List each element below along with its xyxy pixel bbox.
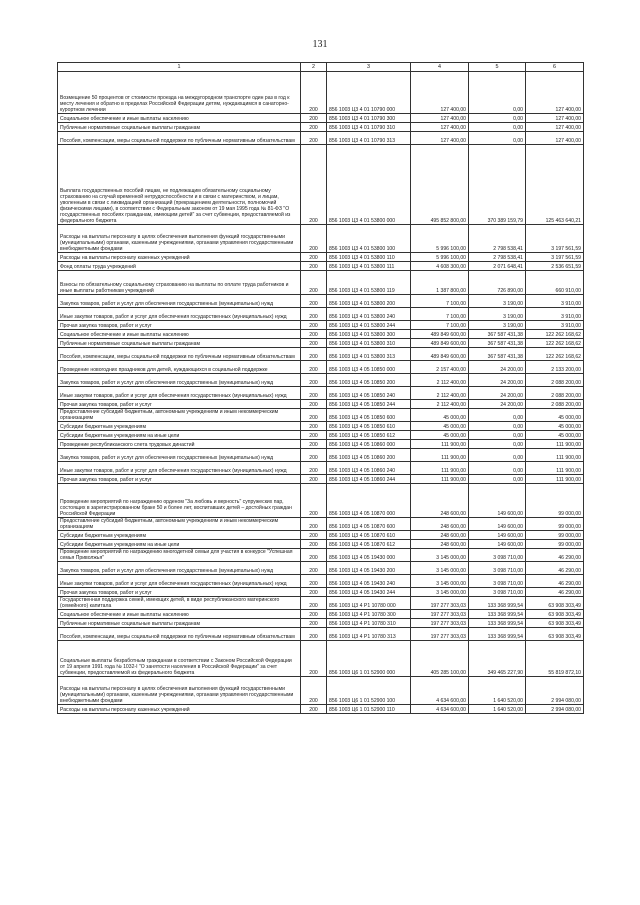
row-remaining-amount: 46 290,00 xyxy=(526,549,584,562)
row-ved-code: 200 xyxy=(301,145,327,225)
row-ved-code: 200 xyxy=(301,253,327,262)
table-row xyxy=(58,449,584,462)
row-budget-code: 856 1003 Ц3 4 05 10870 612 xyxy=(327,540,411,549)
row-description: Прочая закупка товаров, работ и услуг xyxy=(58,475,301,484)
row-ved-code: 200 xyxy=(301,562,327,575)
row-remaining-amount: 99 000,00 xyxy=(526,531,584,540)
row-executed-amount: 24 200,00 xyxy=(469,387,526,400)
row-budget-code: 856 1003 Ц6 1 01 52900 100 xyxy=(327,677,411,705)
table-row xyxy=(58,387,584,400)
row-description: Закупка товаров, работ и услуг для обеспечения государственных (муниципальных) нужд xyxy=(58,295,301,308)
row-description: Предоставление субсидий бюджетным, автономным учреждениям и иным некоммерческим организациям xyxy=(58,518,301,531)
row-description: Прочая закупка товаров, работ и услуг xyxy=(58,321,301,330)
row-remaining-amount: 63 908 303,49 xyxy=(526,610,584,619)
row-approved-amount: 248 600,00 xyxy=(411,540,469,549)
row-approved-amount: 495 852 800,00 xyxy=(411,145,469,225)
table-row xyxy=(58,431,584,440)
row-approved-amount: 3 145 000,00 xyxy=(411,562,469,575)
row-approved-amount: 45 000,00 xyxy=(411,431,469,440)
budget-table xyxy=(57,62,584,714)
row-budget-code: 856 1003 Ц3 4 05 10850 600 xyxy=(327,409,411,422)
row-remaining-amount: 111 900,00 xyxy=(526,440,584,449)
table-row xyxy=(58,132,584,145)
row-approved-amount: 5 996 100,00 xyxy=(411,253,469,262)
row-description: Иные закупки товаров, работ и услуг для обеспечения государственных (муниципальных) нужд xyxy=(58,575,301,588)
row-ved-code: 200 xyxy=(301,531,327,540)
column-header: 5 xyxy=(469,63,526,72)
row-budget-code: 856 1003 Ц3 4 05 10870 600 xyxy=(327,518,411,531)
row-executed-amount: 2 798 538,41 xyxy=(469,225,526,253)
row-approved-amount: 2 112 400,00 xyxy=(411,374,469,387)
row-description: Субсидии бюджетным учреждениям на иные цели xyxy=(58,431,301,440)
row-approved-amount: 45 000,00 xyxy=(411,422,469,431)
row-ved-code: 200 xyxy=(301,271,327,295)
table-row xyxy=(58,114,584,123)
row-executed-amount: 0,00 xyxy=(469,431,526,440)
row-ved-code: 200 xyxy=(301,549,327,562)
column-header: 6 xyxy=(526,63,584,72)
row-executed-amount: 0,00 xyxy=(469,462,526,475)
row-description: Иные закупки товаров, работ и услуг для обеспечения государственных (муниципальных) нужд xyxy=(58,387,301,400)
row-remaining-amount: 127 400,00 xyxy=(526,132,584,145)
row-remaining-amount: 111 900,00 xyxy=(526,475,584,484)
row-description: Социальное обеспечение и иные выплаты населению xyxy=(58,330,301,339)
row-remaining-amount: 46 290,00 xyxy=(526,562,584,575)
row-approved-amount: 7 100,00 xyxy=(411,321,469,330)
row-approved-amount: 2 112 400,00 xyxy=(411,387,469,400)
row-approved-amount: 248 600,00 xyxy=(411,518,469,531)
table-row xyxy=(58,518,584,531)
row-approved-amount: 5 996 100,00 xyxy=(411,225,469,253)
row-executed-amount: 367 587 431,38 xyxy=(469,348,526,361)
row-executed-amount: 3 098 710,00 xyxy=(469,575,526,588)
row-approved-amount: 4 608 300,00 xyxy=(411,262,469,271)
row-description: Предоставление субсидий бюджетным, автономным учреждениям и иным некоммерческим организациям xyxy=(58,409,301,422)
row-budget-code: 856 1003 Ц3 4 05 10860 200 xyxy=(327,449,411,462)
row-approved-amount: 489 849 600,00 xyxy=(411,348,469,361)
row-executed-amount: 370 389 159,79 xyxy=(469,145,526,225)
row-description: Закупка товаров, работ и услуг для обеспечения государственных (муниципальных) нужд xyxy=(58,449,301,462)
row-ved-code: 200 xyxy=(301,610,327,619)
table-row xyxy=(58,339,584,348)
row-approved-amount: 7 100,00 xyxy=(411,308,469,321)
row-budget-code: 856 1003 Ц3 4 Р1 10780 313 xyxy=(327,628,411,641)
row-approved-amount: 127 400,00 xyxy=(411,132,469,145)
row-executed-amount: 2 071 648,41 xyxy=(469,262,526,271)
row-description: Проведение республиканского слета трудовых династий xyxy=(58,440,301,449)
row-remaining-amount: 2 994 080,00 xyxy=(526,677,584,705)
row-approved-amount: 45 000,00 xyxy=(411,409,469,422)
row-description: Пособия, компенсации, меры социальной поддержки по публичным нормативным обязательствам xyxy=(58,628,301,641)
row-approved-amount: 111 900,00 xyxy=(411,449,469,462)
row-ved-code: 200 xyxy=(301,641,327,677)
row-budget-code: 856 1003 Ц3 4 Р1 10780 310 xyxy=(327,619,411,628)
table-row xyxy=(58,462,584,475)
table-row xyxy=(58,262,584,271)
row-remaining-amount: 127 400,00 xyxy=(526,114,584,123)
table-row xyxy=(58,619,584,628)
row-ved-code: 200 xyxy=(301,262,327,271)
row-budget-code: 856 1003 Ц3 4 05 10870 610 xyxy=(327,531,411,540)
table-row xyxy=(58,271,584,295)
row-remaining-amount: 63 908 303,49 xyxy=(526,597,584,610)
row-description: Иные закупки товаров, работ и услуг для обеспечения государственных (муниципальных) нужд xyxy=(58,308,301,321)
row-executed-amount: 149 600,00 xyxy=(469,484,526,518)
row-description: Социальное обеспечение и иные выплаты населению xyxy=(58,114,301,123)
table-row xyxy=(58,400,584,409)
row-executed-amount: 24 200,00 xyxy=(469,374,526,387)
row-approved-amount: 4 634 600,00 xyxy=(411,677,469,705)
row-remaining-amount: 3 197 561,59 xyxy=(526,253,584,262)
row-description: Пособия, компенсации, меры социальной поддержки по публичным нормативным обязательствам xyxy=(58,348,301,361)
row-remaining-amount: 63 908 303,49 xyxy=(526,619,584,628)
row-remaining-amount: 127 400,00 xyxy=(526,72,584,114)
row-ved-code: 200 xyxy=(301,619,327,628)
row-description: Публичные нормативные социальные выплаты гражданам xyxy=(58,339,301,348)
row-ved-code: 200 xyxy=(301,114,327,123)
table-row xyxy=(58,440,584,449)
table-row xyxy=(58,597,584,610)
row-remaining-amount: 2 994 080,00 xyxy=(526,705,584,714)
column-header: 2 xyxy=(301,63,327,72)
row-remaining-amount: 45 000,00 xyxy=(526,422,584,431)
row-ved-code: 200 xyxy=(301,295,327,308)
row-remaining-amount: 122 262 168,62 xyxy=(526,348,584,361)
row-budget-code: 856 1003 Ц3 4 01 53800 100 xyxy=(327,225,411,253)
row-description: Выплата государственных пособий лицам, не подлежащим обязательному социальному страхованию на случай временной нетрудоспособности и в связи с материнством, и лицам, уволенным в связи с ликвидацией организаций (прекращением деятельности, полномочий физическими лицами), в соответствии с Федеральным законом от 19 мая 1995 года № 81-ФЗ "О государственных пособиях гражданам, имеющим детей" за счет субвенции, предоставляемой из федерального бюджета xyxy=(58,145,301,225)
row-ved-code: 200 xyxy=(301,588,327,597)
table-row xyxy=(58,628,584,641)
row-description: Социальное обеспечение и иные выплаты населению xyxy=(58,610,301,619)
row-executed-amount: 349 465 227,90 xyxy=(469,641,526,677)
row-description: Социальные выплаты безработным гражданам в соответствии с Законом Российской Федерации от 19 апреля 1991 года № 1032-I "О занятости населения в Российской Федерации" за счет субвенции, предоставляемой из федерального бюджета xyxy=(58,641,301,677)
table-row xyxy=(58,308,584,321)
row-budget-code: 856 1003 Ц3 4 01 53800 119 xyxy=(327,271,411,295)
row-executed-amount: 3 098 710,00 xyxy=(469,562,526,575)
row-approved-amount: 3 145 000,00 xyxy=(411,588,469,597)
row-ved-code: 200 xyxy=(301,475,327,484)
row-description: Фонд оплаты труда учреждений xyxy=(58,262,301,271)
row-remaining-amount: 2 536 651,59 xyxy=(526,262,584,271)
row-executed-amount: 367 587 431,38 xyxy=(469,330,526,339)
row-executed-amount: 726 890,00 xyxy=(469,271,526,295)
table-row xyxy=(58,374,584,387)
row-approved-amount: 197 277 303,03 xyxy=(411,610,469,619)
row-executed-amount: 133 368 999,54 xyxy=(469,619,526,628)
row-description: Государственная поддержка семей, имеющих детей, в виде республиканского материнского (семейного) капитала xyxy=(58,597,301,610)
row-executed-amount: 0,00 xyxy=(469,72,526,114)
table-row xyxy=(58,588,584,597)
row-remaining-amount: 122 262 168,62 xyxy=(526,330,584,339)
row-budget-code: 856 1003 Ц3 4 05 10850 244 xyxy=(327,400,411,409)
table-row xyxy=(58,225,584,253)
row-approved-amount: 197 277 303,03 xyxy=(411,628,469,641)
row-ved-code: 200 xyxy=(301,374,327,387)
row-budget-code: 856 1003 Ц3 4 01 53800 111 xyxy=(327,262,411,271)
row-ved-code: 200 xyxy=(301,449,327,462)
row-budget-code: 856 1003 Ц3 4 01 53800 310 xyxy=(327,339,411,348)
row-remaining-amount: 2 088 200,00 xyxy=(526,387,584,400)
row-remaining-amount: 3 910,00 xyxy=(526,321,584,330)
row-executed-amount: 2 798 538,41 xyxy=(469,253,526,262)
row-budget-code: 856 1003 Ц3 4 05 10850 610 xyxy=(327,422,411,431)
row-approved-amount: 7 100,00 xyxy=(411,295,469,308)
row-approved-amount: 111 900,00 xyxy=(411,440,469,449)
row-ved-code: 200 xyxy=(301,361,327,374)
row-approved-amount: 489 849 600,00 xyxy=(411,339,469,348)
table-row xyxy=(58,540,584,549)
row-approved-amount: 3 145 000,00 xyxy=(411,575,469,588)
table-row xyxy=(58,409,584,422)
row-approved-amount: 127 400,00 xyxy=(411,114,469,123)
row-description: Закупка товаров, работ и услуг для обеспечения государственных (муниципальных) нужд xyxy=(58,562,301,575)
row-remaining-amount: 2 088 200,00 xyxy=(526,400,584,409)
row-description: Проведение новогодних праздников для детей, нуждающихся в социальной поддержке xyxy=(58,361,301,374)
row-ved-code: 200 xyxy=(301,484,327,518)
table-row xyxy=(58,641,584,677)
row-executed-amount: 0,00 xyxy=(469,475,526,484)
row-description: Расходы на выплаты персоналу в целях обеспечения выполнения функций государственными (муниципальными) органами, казенными учреждениями, органами управления государственными внебюджетными фондами xyxy=(58,677,301,705)
table-row xyxy=(58,484,584,518)
column-number-row xyxy=(58,63,584,72)
row-remaining-amount: 3 910,00 xyxy=(526,308,584,321)
row-ved-code: 200 xyxy=(301,677,327,705)
row-executed-amount: 0,00 xyxy=(469,440,526,449)
row-description: Расходы на выплаты персоналу казенных учреждений xyxy=(58,705,301,714)
row-budget-code: 856 1003 Ц3 4 05 10850 612 xyxy=(327,431,411,440)
row-remaining-amount: 660 910,00 xyxy=(526,271,584,295)
row-executed-amount: 3 098 710,00 xyxy=(469,588,526,597)
table-row xyxy=(58,253,584,262)
row-ved-code: 200 xyxy=(301,387,327,400)
row-executed-amount: 133 368 999,54 xyxy=(469,597,526,610)
table-row xyxy=(58,677,584,705)
row-executed-amount: 3 190,00 xyxy=(469,308,526,321)
row-ved-code: 200 xyxy=(301,339,327,348)
row-description: Прочая закупка товаров, работ и услуг xyxy=(58,588,301,597)
row-description: Закупка товаров, работ и услуг для обеспечения государственных (муниципальных) нужд xyxy=(58,374,301,387)
row-budget-code: 856 1003 Ц6 1 01 52900 110 xyxy=(327,705,411,714)
row-ved-code: 200 xyxy=(301,422,327,431)
row-approved-amount: 2 157 400,00 xyxy=(411,361,469,374)
row-remaining-amount: 2 133 200,00 xyxy=(526,361,584,374)
row-approved-amount: 111 900,00 xyxy=(411,475,469,484)
table-row xyxy=(58,475,584,484)
table-row xyxy=(58,562,584,575)
column-header: 4 xyxy=(411,63,469,72)
row-executed-amount: 3 190,00 xyxy=(469,321,526,330)
table-row xyxy=(58,330,584,339)
row-budget-code: 856 1003 Ц3 4 01 10790 313 xyxy=(327,132,411,145)
row-budget-code: 856 1003 Ц3 4 05 10870 000 xyxy=(327,484,411,518)
row-remaining-amount: 111 900,00 xyxy=(526,449,584,462)
row-budget-code: 856 1003 Ц3 4 01 53800 000 xyxy=(327,145,411,225)
row-approved-amount: 248 600,00 xyxy=(411,531,469,540)
row-ved-code: 200 xyxy=(301,308,327,321)
row-executed-amount: 0,00 xyxy=(469,449,526,462)
row-description: Возмещение 50 процентов от стоимости проезда на междугородном транспорте один раз в год к месту лечения и обратно в пределах Российской Федерации детям, нуждающимся в санаторно-курортном лечении xyxy=(58,72,301,114)
row-budget-code: 856 1003 Ц3 4 01 53800 240 xyxy=(327,308,411,321)
row-ved-code: 200 xyxy=(301,597,327,610)
row-ved-code: 200 xyxy=(301,409,327,422)
row-ved-code: 200 xyxy=(301,705,327,714)
row-description: Субсидии бюджетным учреждениям на иные цели xyxy=(58,540,301,549)
row-budget-code: 856 1003 Ц3 4 01 53800 110 xyxy=(327,253,411,262)
row-executed-amount: 3 190,00 xyxy=(469,295,526,308)
table-row xyxy=(58,295,584,308)
row-budget-code: 856 1003 Ц3 4 05 10850 200 xyxy=(327,374,411,387)
row-approved-amount: 111 900,00 xyxy=(411,462,469,475)
row-executed-amount: 149 600,00 xyxy=(469,540,526,549)
row-remaining-amount: 99 000,00 xyxy=(526,518,584,531)
row-executed-amount: 1 640 520,00 xyxy=(469,677,526,705)
row-ved-code: 200 xyxy=(301,225,327,253)
row-budget-code: 856 1003 Ц3 4 05 10860 240 xyxy=(327,462,411,475)
row-approved-amount: 127 400,00 xyxy=(411,72,469,114)
row-ved-code: 200 xyxy=(301,132,327,145)
row-description: Субсидии бюджетным учреждениям xyxy=(58,422,301,431)
row-ved-code: 200 xyxy=(301,540,327,549)
row-remaining-amount: 125 463 640,21 xyxy=(526,145,584,225)
row-remaining-amount: 122 262 168,62 xyxy=(526,339,584,348)
row-budget-code: 856 1003 Ц3 4 01 53800 300 xyxy=(327,330,411,339)
table-row xyxy=(58,549,584,562)
row-ved-code: 200 xyxy=(301,628,327,641)
row-remaining-amount: 45 000,00 xyxy=(526,409,584,422)
table-row xyxy=(58,123,584,132)
row-description: Иные закупки товаров, работ и услуг для обеспечения государственных (муниципальных) нужд xyxy=(58,462,301,475)
row-description: Субсидии бюджетным учреждениям xyxy=(58,531,301,540)
row-approved-amount: 2 112 400,00 xyxy=(411,400,469,409)
row-remaining-amount: 63 908 303,49 xyxy=(526,628,584,641)
row-executed-amount: 24 200,00 xyxy=(469,361,526,374)
row-description: Проведение мероприятий по награждению многодетной семьи для участия в конкурсе "Успешная семья Приволжья" xyxy=(58,549,301,562)
row-remaining-amount: 45 000,00 xyxy=(526,431,584,440)
row-budget-code: 856 1003 Ц3 4 05 19430 200 xyxy=(327,562,411,575)
row-ved-code: 200 xyxy=(301,431,327,440)
row-remaining-amount: 99 000,00 xyxy=(526,540,584,549)
row-approved-amount: 197 277 303,03 xyxy=(411,619,469,628)
row-executed-amount: 24 200,00 xyxy=(469,400,526,409)
row-budget-code: 856 1003 Ц3 4 01 10790 310 xyxy=(327,123,411,132)
row-remaining-amount: 2 088 200,00 xyxy=(526,374,584,387)
table-row xyxy=(58,72,584,114)
row-remaining-amount: 127 400,00 xyxy=(526,123,584,132)
row-remaining-amount: 3 910,00 xyxy=(526,295,584,308)
row-budget-code: 856 1003 Ц3 4 05 19430 244 xyxy=(327,588,411,597)
table-body xyxy=(58,72,584,714)
table-row xyxy=(58,610,584,619)
row-approved-amount: 1 387 800,00 xyxy=(411,271,469,295)
table-row xyxy=(58,531,584,540)
column-header: 3 xyxy=(327,63,411,72)
row-executed-amount: 0,00 xyxy=(469,132,526,145)
row-ved-code: 200 xyxy=(301,440,327,449)
row-description: Публичные нормативные социальные выплаты гражданам xyxy=(58,123,301,132)
row-description: Пособия, компенсации, меры социальной поддержки по публичным нормативным обязательствам xyxy=(58,132,301,145)
row-executed-amount: 133 368 999,54 xyxy=(469,610,526,619)
row-ved-code: 200 xyxy=(301,575,327,588)
table-row xyxy=(58,422,584,431)
row-executed-amount: 0,00 xyxy=(469,409,526,422)
row-executed-amount: 133 368 999,54 xyxy=(469,628,526,641)
row-budget-code: 856 1003 Ц3 4 05 19430 000 xyxy=(327,549,411,562)
row-approved-amount: 405 285 100,00 xyxy=(411,641,469,677)
row-ved-code: 200 xyxy=(301,330,327,339)
row-remaining-amount: 99 000,00 xyxy=(526,484,584,518)
row-description: Расходы на выплаты персоналу в целях обеспечения выполнения функций государственными (муниципальными) органами, казенными учреждениями, органами управления государственными внебюджетными фондами xyxy=(58,225,301,253)
table-row xyxy=(58,321,584,330)
row-ved-code: 200 xyxy=(301,348,327,361)
row-ved-code: 200 xyxy=(301,518,327,531)
row-remaining-amount: 46 290,00 xyxy=(526,588,584,597)
row-executed-amount: 1 640 520,00 xyxy=(469,705,526,714)
row-approved-amount: 197 277 303,03 xyxy=(411,597,469,610)
row-budget-code: 856 1003 Ц3 4 01 10790 300 xyxy=(327,114,411,123)
row-ved-code: 200 xyxy=(301,123,327,132)
row-remaining-amount: 111 900,00 xyxy=(526,462,584,475)
row-approved-amount: 248 600,00 xyxy=(411,484,469,518)
table-row xyxy=(58,348,584,361)
row-budget-code: 856 1003 Ц3 4 05 10850 000 xyxy=(327,361,411,374)
row-budget-code: 856 1003 Ц3 4 05 10860 244 xyxy=(327,475,411,484)
row-budget-code: 856 1003 Ц3 4 05 19430 240 xyxy=(327,575,411,588)
table-row xyxy=(58,145,584,225)
row-executed-amount: 0,00 xyxy=(469,422,526,431)
row-ved-code: 200 xyxy=(301,321,327,330)
row-budget-code: 856 1003 Ц3 4 05 10850 240 xyxy=(327,387,411,400)
table-row xyxy=(58,361,584,374)
row-executed-amount: 0,00 xyxy=(469,114,526,123)
row-executed-amount: 0,00 xyxy=(469,123,526,132)
row-ved-code: 200 xyxy=(301,72,327,114)
page-number: 131 xyxy=(312,39,328,50)
column-header: 1 xyxy=(58,63,301,72)
row-description: Прочая закупка товаров, работ и услуг xyxy=(58,400,301,409)
row-description: Расходы на выплаты персоналу казенных учреждений xyxy=(58,253,301,262)
row-budget-code: 856 1003 Ц3 4 Р1 10780 000 xyxy=(327,597,411,610)
table-row xyxy=(58,575,584,588)
row-description: Проведение мероприятий по награждению орденом "За любовь и верность" супружеских пар, состоящих в зарегистрированном браке 50 и более лет, воспитавших детей – достойных граждан Российской Федерации xyxy=(58,484,301,518)
table-row xyxy=(58,705,584,714)
row-budget-code: 856 1003 Ц3 4 01 53800 244 xyxy=(327,321,411,330)
row-budget-code: 856 1003 Ц3 4 05 10860 000 xyxy=(327,440,411,449)
row-budget-code: 856 1003 Ц6 1 01 52900 000 xyxy=(327,641,411,677)
row-budget-code: 856 1003 Ц3 4 Р1 10780 300 xyxy=(327,610,411,619)
row-remaining-amount: 46 290,00 xyxy=(526,575,584,588)
row-executed-amount: 367 587 431,38 xyxy=(469,339,526,348)
row-executed-amount: 149 600,00 xyxy=(469,531,526,540)
row-budget-code: 856 1003 Ц3 4 01 10790 000 xyxy=(327,72,411,114)
row-ved-code: 200 xyxy=(301,462,327,475)
row-description: Публичные нормативные социальные выплаты гражданам xyxy=(58,619,301,628)
row-description: Взносы по обязательному социальному страхованию на выплаты по оплате труда работников и иные выплаты работникам учреждений xyxy=(58,271,301,295)
row-remaining-amount: 55 819 872,10 xyxy=(526,641,584,677)
row-budget-code: 856 1003 Ц3 4 01 53800 200 xyxy=(327,295,411,308)
row-approved-amount: 489 849 600,00 xyxy=(411,330,469,339)
row-approved-amount: 127 400,00 xyxy=(411,123,469,132)
row-approved-amount: 3 145 000,00 xyxy=(411,549,469,562)
row-executed-amount: 149 600,00 xyxy=(469,518,526,531)
row-ved-code: 200 xyxy=(301,400,327,409)
row-executed-amount: 3 098 710,00 xyxy=(469,549,526,562)
row-remaining-amount: 3 197 561,59 xyxy=(526,225,584,253)
row-approved-amount: 4 634 600,00 xyxy=(411,705,469,714)
row-budget-code: 856 1003 Ц3 4 01 53800 313 xyxy=(327,348,411,361)
